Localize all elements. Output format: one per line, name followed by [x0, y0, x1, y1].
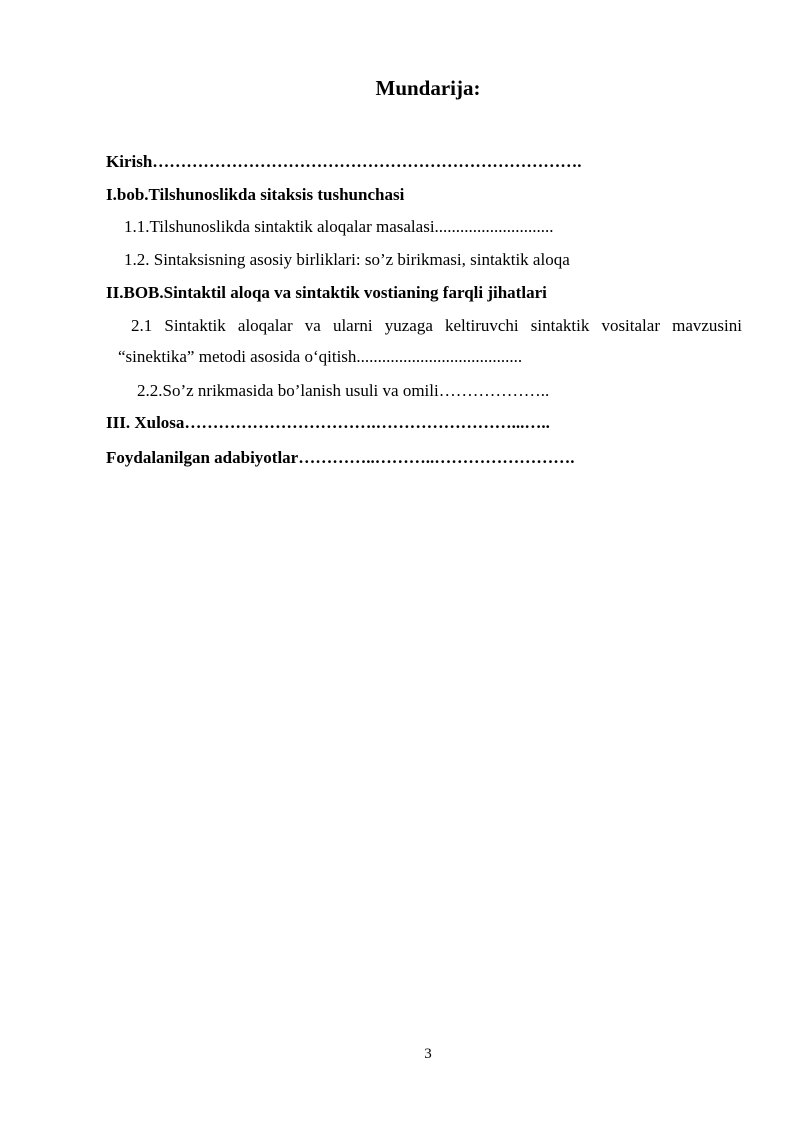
- toc-entry-kirish: Kirish………………………………………………………………….: [106, 152, 582, 171]
- toc-entry-2-1: 2.1 Sintaktik aloqalar va ularni yuzaga keltiruvchi sintaktik vositalar mavzusini: [131, 316, 742, 335]
- toc-entry-2-1-continued: “sinektika” metodi asosida o‘qitish.......................................: [118, 347, 523, 366]
- page-title: Mundarija:: [375, 76, 481, 100]
- toc-entry-1-1: 1.1.Tilshunoslikda sintaktik aloqalar masalasi............................: [124, 217, 554, 236]
- toc-entry-chapter-1: I.bob.Tilshunoslikda sitaksis tushunchasi: [106, 185, 405, 204]
- toc-entry-references: Foydalanilgan adabiyotlar…………..………..…………………….: [106, 448, 575, 467]
- toc-entry-chapter-2: II.BOB.Sintaktil aloqa va sintaktik vostianing farqli jihatlari: [106, 283, 547, 302]
- toc-entry-2-2: 2.2.So’z nrikmasida bo’lanish usuli va omili………………..: [137, 381, 550, 400]
- toc-entry-1-2: 1.2. Sintaksisning asosiy birliklari: so’z birikmasi, sintaktik aloqa: [124, 250, 570, 269]
- toc-entry-conclusion: III. Xulosa…………………………….……………………...…..: [106, 413, 550, 432]
- page-number: 3: [424, 1046, 432, 1062]
